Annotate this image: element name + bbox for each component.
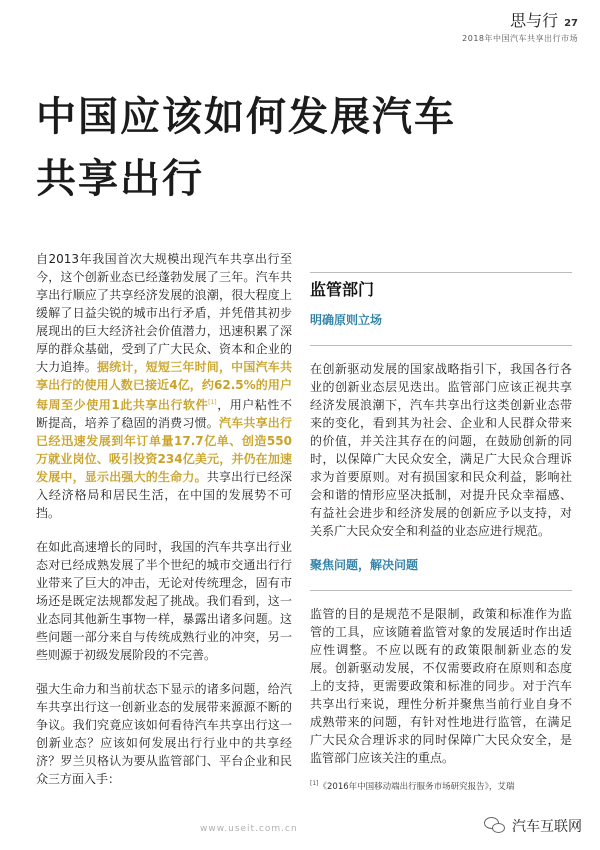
wechat-icon: [484, 817, 506, 835]
divider: [310, 272, 572, 273]
footnote-ref: [1]: [208, 399, 217, 406]
divider: [310, 590, 572, 591]
paragraph-2: 在如此高速增长的同时，我国的汽车共享出行业态对已经成熟发展了半个世纪的城市交通出行行业带来了巨大的冲击，无论对传统理念，固有市场还是既定法规都发起了挑战。我们看到，这一业态同其他新生事物一样，暴露出诸多问题。这些问题一部分来自与传统成熟行业的冲突，另一些则源于初级发展阶段的不完善。: [36, 540, 292, 662]
highlight-2: 汽车共享出行已经迅速发展到年订单量17.7亿单、创造550万就业岗位、吸引投资234亿美元，并仍在加速发展中，显示出强大的生命力。: [36, 416, 292, 484]
right-column: [310, 272, 572, 783]
title-line-1: 中国应该如何发展汽车: [36, 94, 456, 140]
watermark-brand-text: 汽车互联网: [512, 819, 582, 835]
footnote: [310, 780, 514, 792]
footnote-text: 《2016年中国移动端出行服务市场研究报告》，艾瑞: [318, 782, 515, 792]
watermark-site: www.useit.com.cn: [200, 824, 298, 834]
footnote-mark: [1]: [310, 780, 319, 788]
paragraph-3: 强大生命力和当前状态下显示的诸多问题，给汽车共享出行这一创新业态的发展带来源源不断的争议。我们究竟应该如何看待汽车共享出行这一创新业态？应该如何发展出行行业中的共享经济？罗兰贝格认为要从监管部门、平台企业和民众三方面入手：: [36, 682, 292, 786]
paragraph-1-text-b: ，用户粘性不断提高，培养了稳固的消费习惯。: [36, 398, 292, 430]
watermark-brand: [484, 816, 582, 836]
left-column: [36, 250, 292, 804]
right-paragraph-1: 在创新驱动发展的国家战略指引下，我国各行各业的创新业态层见迭出。监管部门应该正视共享经济发展浪潮下，汽车共享出行这类创新业态带来的变化，看到其为社会、企业和人民群众带来的价值，并关注其存在的问题，在鼓励创新的同时，以保障广大民众安全，满足广大民众合理诉求为首要原则。对有损国家和民众利益，影响社会和谐的情形应坚决抵制，对提升民众幸福感、有益社会进步和经济发展的创新应予以支持，对关系广大民众安全和利益的业态应进行规范。: [310, 362, 572, 538]
paragraph-1: [36, 250, 292, 522]
page-number: 27: [564, 18, 578, 29]
subheading-1: 明确原则立场: [310, 313, 383, 327]
paragraph-1-text-a: 自2013年我国首次大规模出现汽车共享出行至今，这个创新业态已经蓬勃发展了三年。汽车共享出行顺应了共享经济发展的浪潮，很大程度上缓解了日益尖锐的城市出行矛盾，并凭借其初步展现出的巨大经济社会价值潜力，迅速积累了深厚的群众基础，受到了广大民众、资本和企业的大力追捧。: [36, 252, 292, 374]
section-name: 思与行: [510, 11, 559, 30]
subheading-2: 聚焦问题，解决问题: [310, 558, 419, 572]
header-subtitle: 2018年中国汽车共享出行市场: [462, 34, 578, 43]
page-header: [462, 8, 578, 44]
paragraph-1-text-c: 共享出行已经深入经济格局和居民生活，在中国的发展势不可挡。: [36, 470, 292, 520]
highlight-1: 据统计，短短三年时间，中国汽车共享出行的使用人数已接近4亿，约62.5%的用户每周至少使用1此共享出行软件: [36, 360, 292, 412]
divider: [310, 345, 572, 346]
section-heading: 监管部门: [310, 280, 375, 299]
right-paragraph-2: 监管的目的是规范不是限制，政策和标准作为监管的工具，应该随着监管对象的发展适时作出适应性调整。不应以既有的政策限制新业态的发展。创新驱动发展，不仅需要政府在原则和态度上的支持，更需要政策和标准的同步。对于汽车共享出行来说，理性分析并聚焦当前行业自身不成熟带来的问题，有针对性地进行监管，在满足广大民众合理诉求的同时保障广大民众安全，是监管部门应该关注的重点。: [310, 607, 572, 765]
title-line-2: 共享出行: [36, 156, 204, 202]
article-title: [36, 86, 576, 210]
